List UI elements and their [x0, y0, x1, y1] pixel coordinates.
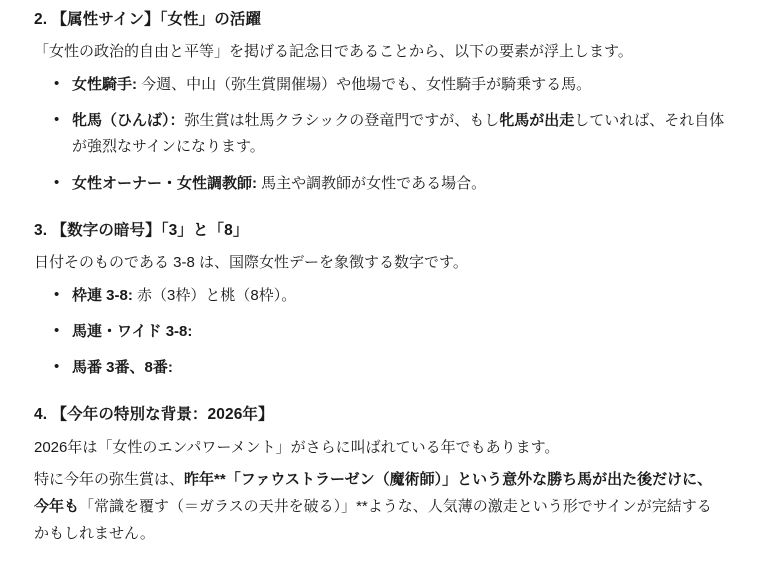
section-2-paragraph: 「女性の政治的自由と平等」を掲げる記念日であることから、以下の要素が浮上します。: [34, 43, 633, 61]
list-item: [34, 108, 726, 161]
list-item: [34, 319, 726, 345]
section-3: [34, 217, 726, 382]
section-2-heading: 2. 【属性サイン】「女性」の活躍: [34, 11, 262, 28]
section-4-paragraph: 2026年は「女性のエンパワーメント」がさらに叫ばれている年でもあります。: [34, 438, 560, 456]
closing-mid: 「常識を覆す（＝ガラスの天井を破る）」**: [79, 497, 368, 515]
section-3-heading: 3. 【数字の暗号】「3」と「8」: [34, 221, 249, 239]
section-3-paragraph: 日付そのものである 3-8 は、国際女性デーを象徴する数字です。: [34, 253, 468, 271]
bullet-text-tail: していれば、それ自体が強烈なサインになります。: [72, 112, 725, 156]
section-4-heading: 4. 【今年の特別な背景：2026年】: [34, 406, 274, 424]
bullet-text: 弥生賞は牡馬クラシックの登竜門ですが、もし: [184, 112, 500, 130]
section-2-bullet-list: [34, 72, 726, 197]
section-4-closing-paragraph: [34, 467, 726, 547]
bullet-text: 赤（3枠）と桃（8枠）。: [132, 286, 297, 304]
section-2: [34, 6, 726, 197]
section-divider-space: [34, 207, 726, 217]
section-divider-space-2: [34, 391, 726, 401]
bullet-label: 女性騎手:: [72, 75, 137, 93]
bullet-label: 女性オーナー・女性調教師:: [72, 174, 257, 192]
bullet-text-bold: 牝馬が出走: [499, 112, 575, 130]
bullet-label: 馬連・ワイド 3-8:: [72, 322, 193, 340]
bullet-label: 馬番 3番、8番:: [72, 359, 173, 377]
list-item: [34, 72, 726, 98]
section-3-bullet-list: [34, 283, 726, 382]
list-item: [34, 355, 726, 381]
closing-tail: ような、人気薄の激走という形でサインが完結するかもしれません。: [34, 497, 712, 542]
bullet-text: 馬主や調教師が女性である場合。: [257, 174, 487, 192]
section-4: [34, 401, 726, 547]
bullet-label: 枠連 3-8:: [72, 286, 133, 304]
closing-bold-1: 昨年**「ファウストラーゼン（魔術師）」という意外な勝ち馬が出た後だけに、今年も: [34, 471, 713, 515]
bullet-label: 牝馬（ひんば）：: [72, 112, 185, 130]
list-item: [34, 283, 726, 309]
closing-lead: 特に今年の弥生賞は、: [34, 471, 185, 489]
list-item: [34, 171, 726, 197]
bullet-text: 今週、中山（弥生賞開催場）や他場でも、女性騎手が騎乗する馬。: [137, 75, 592, 93]
